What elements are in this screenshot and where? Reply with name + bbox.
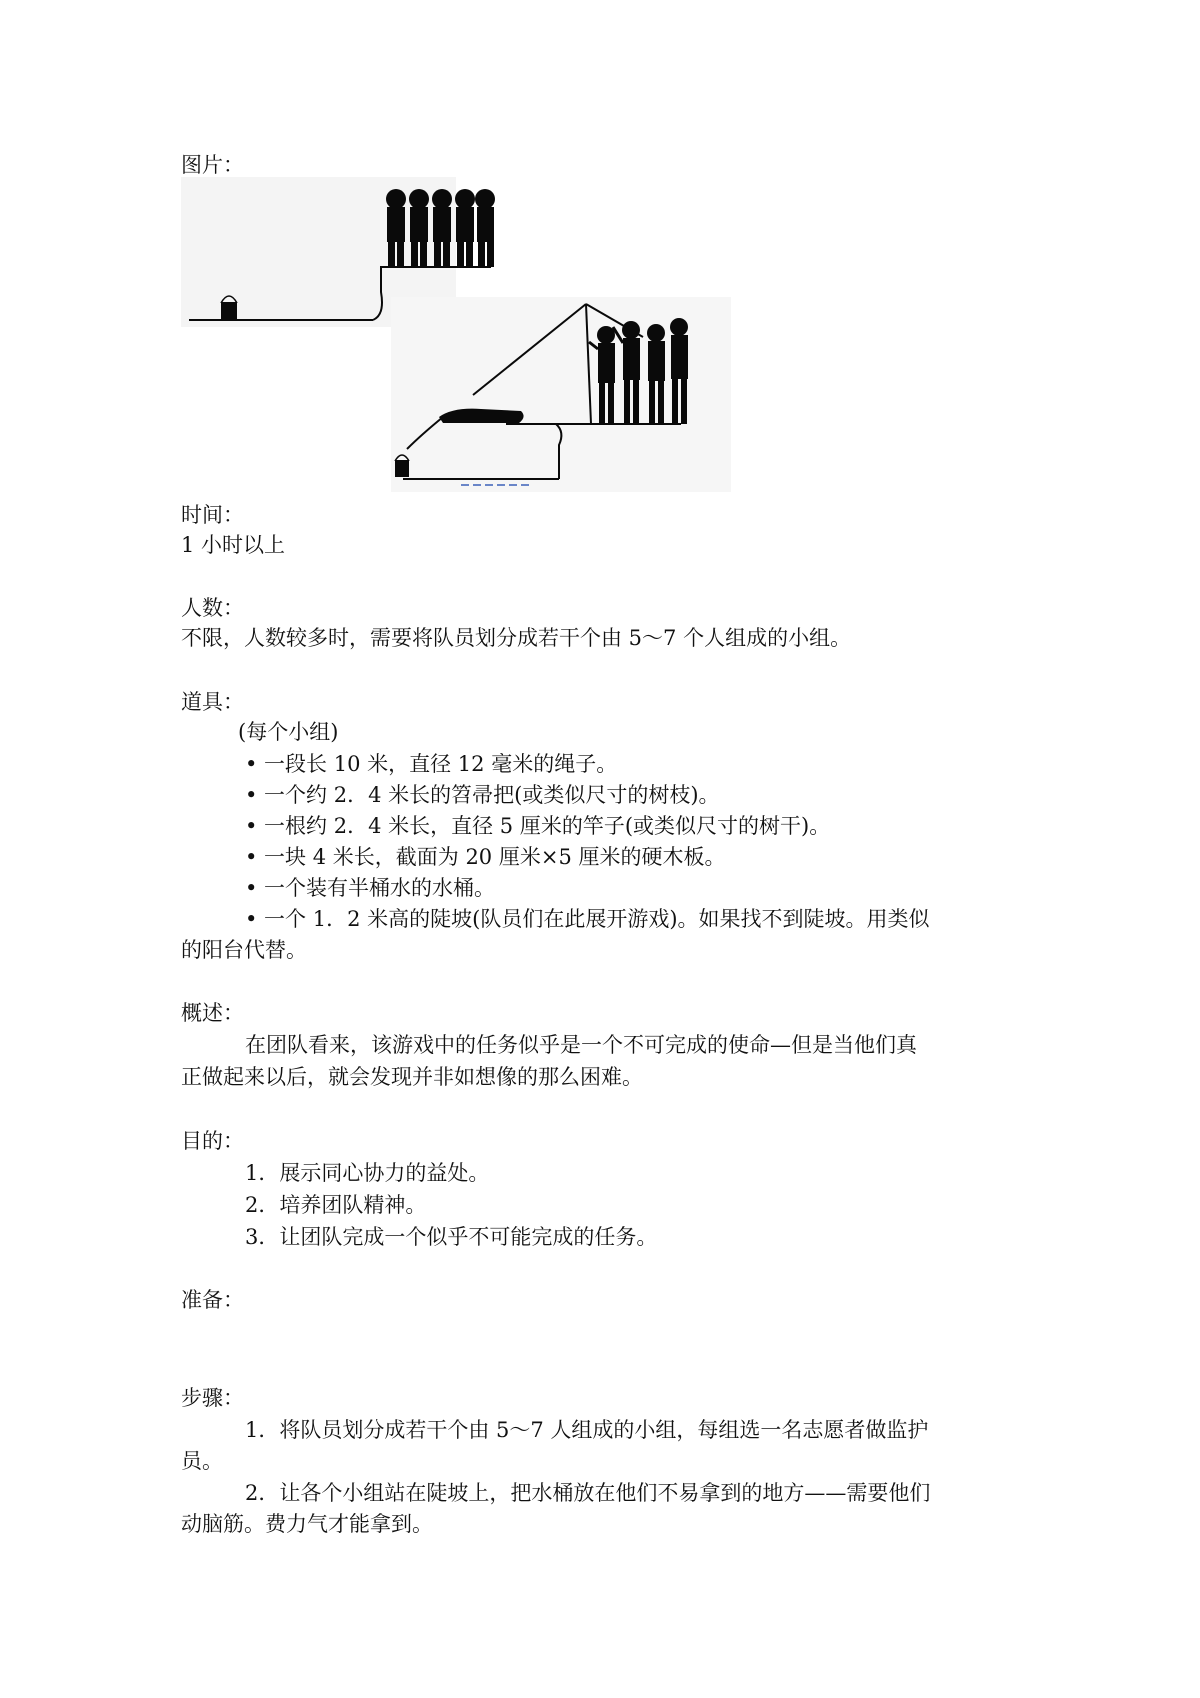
props-item: • 一根约 2．4 米长，直径 5 厘米的竿子(或类似尺寸的树干)。 bbox=[245, 814, 831, 838]
overview-text-line: 正做起来以后，就会发现并非如想像的那么困难。 bbox=[181, 1065, 643, 1089]
purpose-heading: 目的： bbox=[181, 1129, 244, 1153]
step-text-line: 2．让各个小组站在陡坡上，把水桶放在他们不易拿到的地方——需要他们 bbox=[245, 1481, 931, 1505]
props-item: • 一个约 2．4 米长的笤帚把(或类似尺寸的树枝)。 bbox=[245, 783, 720, 807]
picture-heading: 图片： bbox=[181, 153, 244, 177]
preparation-heading: 准备： bbox=[181, 1288, 244, 1312]
purpose-item: 3．让团队完成一个似乎不可能完成的任务。 bbox=[245, 1225, 658, 1249]
game-illustration bbox=[181, 177, 731, 492]
illustration-svg bbox=[181, 177, 731, 492]
people-value: 不限，人数较多时，需要将队员划分成若干个由 5～7 个人组成的小组。 bbox=[181, 626, 852, 650]
step-text-line: 1．将队员划分成若干个由 5～7 人组成的小组，每组选一名志愿者做监护 bbox=[245, 1418, 929, 1442]
time-heading: 时间： bbox=[181, 503, 244, 527]
time-value: 1 小时以上 bbox=[181, 533, 286, 557]
purpose-item: 2．培养团队精神。 bbox=[245, 1193, 427, 1217]
bucket-icon bbox=[221, 302, 237, 320]
props-item: • 一个 1．2 米高的陡坡(队员们在此展开游戏)。如果找不到陡坡。用类似 bbox=[245, 907, 930, 931]
props-item-continued: 的阳台代替。 bbox=[181, 938, 307, 962]
props-item: • 一个装有半桶水的水桶。 bbox=[245, 876, 496, 900]
step-text-line: 动脑筋。费力气才能拿到。 bbox=[181, 1512, 433, 1536]
props-item: • 一段长 10 米，直径 12 毫米的绳子。 bbox=[245, 752, 618, 776]
overview-text-line: 在团队看来，该游戏中的任务似乎是一个不可完成的使命—但是当他们真 bbox=[245, 1033, 917, 1057]
overview-heading: 概述： bbox=[181, 1001, 244, 1025]
step-text-line: 员。 bbox=[181, 1449, 223, 1473]
people-heading: 人数： bbox=[181, 596, 244, 620]
props-subheading: (每个小组) bbox=[238, 720, 339, 744]
team-members-icon bbox=[386, 189, 495, 267]
steps-heading: 步骤： bbox=[181, 1386, 244, 1410]
bucket-icon-2 bbox=[395, 460, 409, 477]
props-heading: 道具： bbox=[181, 690, 244, 714]
purpose-item: 1．展示同心协力的益处。 bbox=[245, 1161, 490, 1185]
props-item: • 一块 4 米长，截面为 20 厘米×5 厘米的硬木板。 bbox=[245, 845, 726, 869]
